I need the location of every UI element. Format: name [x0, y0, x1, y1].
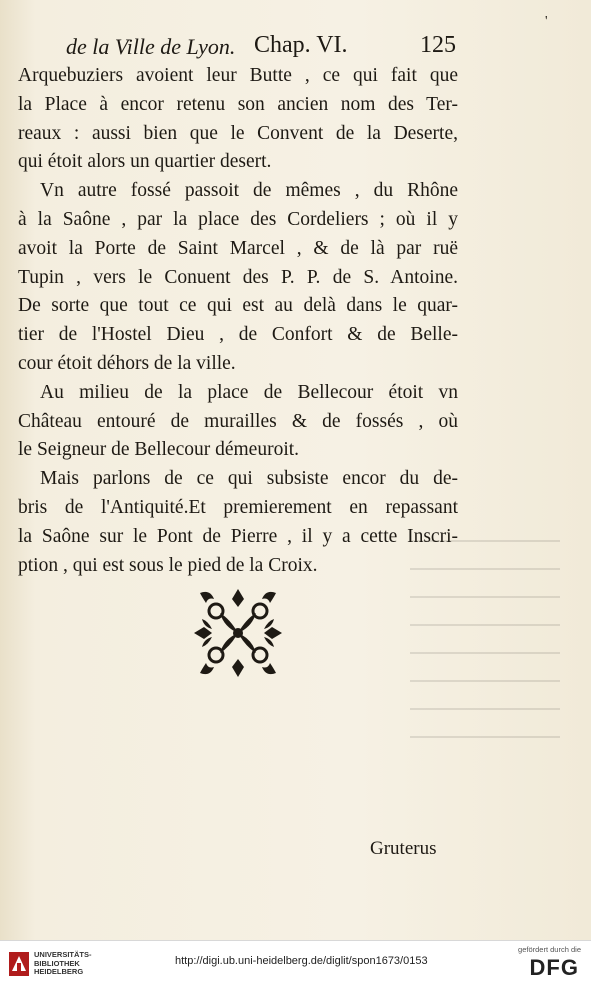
library-name: UNIVERSITÄTS- BIBLIOTHEK HEIDELBERG	[34, 950, 92, 976]
text-line: le Seigneur de Bellecour démeuroit.	[18, 439, 300, 461]
paragraph-4	[18, 465, 458, 580]
source-url-link[interactable]: http://digi.ub.uni-heidelberg.de/diglit/spon1673/0153	[175, 955, 428, 967]
text-line: Mais parlons de ce qui subsiste encor du de-	[40, 468, 458, 490]
ink-mark: '	[545, 14, 548, 29]
text-line: Arquebuziers avoient leur Butte , ce qui fait que	[18, 65, 458, 86]
text-line: cour étoit déhors de la ville.	[18, 352, 236, 374]
footer-bar	[0, 940, 591, 985]
running-title: de la Ville de Lyon.	[66, 34, 236, 59]
text-line: la Saône sur le Pont de Pierre , il y a cette Inscri-	[18, 525, 458, 547]
text-line: à la Saône , par la place des Cordeliers ; où il y	[18, 208, 458, 230]
text-line: qui étoit alors un quartier desert.	[18, 151, 272, 173]
text-line: De sorte que tout ce qui est au delà dans le quar-	[18, 295, 458, 317]
text-line: bris de l'Antiquité.Et premierement en repassant	[18, 496, 458, 518]
text-line: Château entouré de murailles & de fossés , où	[18, 410, 458, 432]
sponsor-note: gefördert durch die	[518, 945, 581, 954]
text-line: tier de l'Hostel Dieu , de Confort & de Belle-	[18, 324, 458, 346]
text-line: Vn autre fossé passoit de mêmes , du Rhône	[40, 180, 458, 202]
text-line: la Place à encor retenu son ancien nom des Ter-	[18, 93, 458, 115]
chapter-heading: Chap. VI.	[254, 32, 348, 58]
university-seal-icon	[8, 951, 30, 977]
dfg-logo: DFG	[529, 955, 579, 980]
body-text	[18, 62, 458, 580]
paragraph-2	[18, 177, 458, 379]
page-number: 125	[420, 32, 456, 58]
text-line: ption , qui est sous le pied de la Croix.	[18, 554, 318, 576]
text-line: avoit la Porte de Saint Marcel , & de là par ruë	[18, 237, 458, 259]
text-line: Tupin , vers le Conuent des P. P. de S. Antoine.	[18, 266, 458, 288]
paragraph-1	[18, 62, 458, 177]
text-line: reaux : aussi bien que le Convent de la Deserte,	[18, 122, 458, 144]
paragraph-3	[18, 379, 458, 465]
page-header	[66, 28, 456, 62]
text-line: Au milieu de la place de Bellecour étoit vn	[40, 381, 458, 403]
fleuron-ornament-icon	[190, 585, 286, 681]
catchword: Gruterus	[370, 838, 437, 859]
